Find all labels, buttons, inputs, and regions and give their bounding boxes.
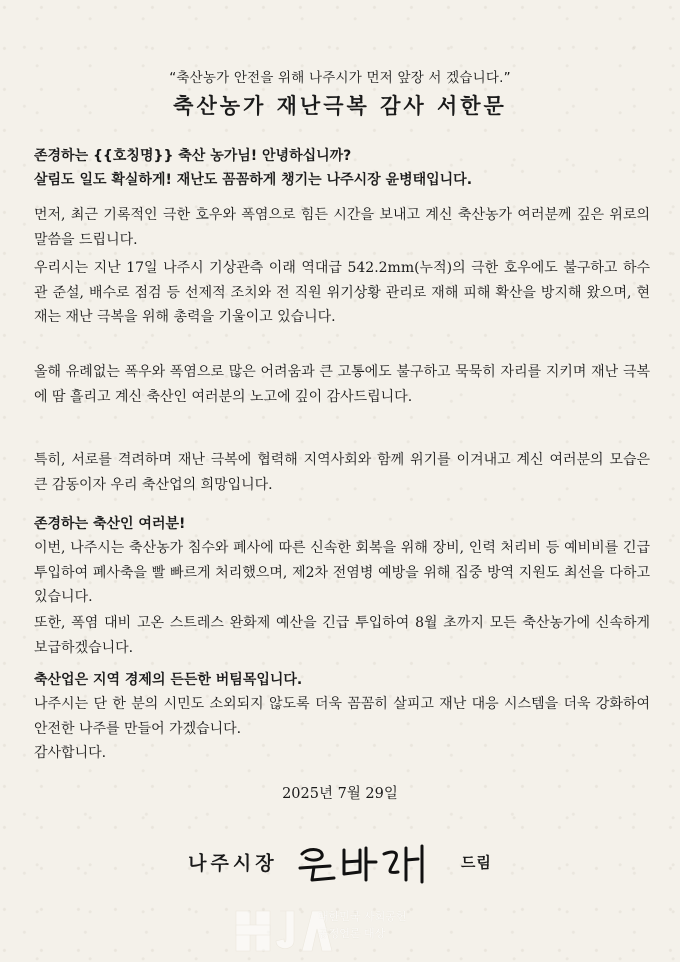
- paragraph-commitment: 나주시는 단 한 분의 시민도 소외되지 않도록 더욱 꼼꼼히 살피고 재난 대응 시스템을 더욱 강화하여 안전한 나주를 만들어 가겠습니다.: [34, 696, 650, 737]
- paragraph-condolence: 먼저, 최근 기록적인 극한 호우와 폭염으로 힘든 시간을 보내고 계신 축산농가 여러분께 깊은 위로의 말씀을 드립니다.: [34, 207, 650, 248]
- paragraph-encouragement: 특히, 서로를 격려하며 재난 극복에 협력해 지역사회와 함께 위기를 이겨내고 계신 여러분의 모습은 큰 감동이자 우리 축산업의 희망입니다.: [34, 452, 650, 493]
- paragraph-gratitude: 올해 유례없는 폭우와 폭염으로 많은 어려움과 큰 고통에도 불구하고 묵묵히 자리를 지키며 재난 극복에 땀 흘리고 계신 축산인 여러분의 노고에 깊이 감사드립니다.: [34, 364, 650, 405]
- paragraph-disaster-response: 우리시는 지난 17일 나주시 기상관측 이래 역대급 542.2mm(누적)의 극한 호우에도 불구하고 하수관 준설, 배수로 점검 등 선제적 조치와 전 직원 위기상황 관리로 재해 피해 확산을 방지해 왔으며, 현재는 재난 극복을 위해 총력을 기울이고 있습니다.: [34, 260, 650, 325]
- paragraph-recovery-measures: 이번, 나주시는 축산농가 침수와 폐사에 따른 신속한 회복을 위해 장비, 인력 처리비 등 예비비를 긴급 투입하여 폐사축을 빨 빠르게 처리했으며, 제2차 전염병 예방을 위해 집중 방역 지원도 최선을 다하고 있습니다.: [34, 540, 650, 605]
- sender-title: 나주시장: [188, 852, 278, 875]
- watermark-line-1: 대한민국 사회공헌: [318, 910, 407, 923]
- greeting-line-1: 존경하는 {{호칭명}} 축산 농가님! 안녕하십니까?: [34, 148, 352, 164]
- subtitle-quote: “축산농가 안전을 위해 나주시가 먼저 앞장 서 겠습니다.”: [169, 70, 511, 86]
- section-heading-economy: 축산업은 지역 경제의 든든한 버팀목입니다.: [34, 672, 303, 688]
- closing-word: 드림: [460, 853, 492, 872]
- section-heading-livestock-farmers: 존경하는 축산인 여러분!: [34, 516, 186, 532]
- letter-date: 2025년 7월 29일: [282, 786, 398, 802]
- greeting-line-2: 살림도 일도 확실하게! 재난도 꼼꼼하게 챙기는 나주시장 윤병태입니다.: [34, 172, 473, 188]
- watermark-line-2: 공정언론 대상: [318, 927, 386, 940]
- paragraph-thanks: 감사합니다.: [34, 745, 107, 761]
- signature-line: [0, 840, 680, 884]
- letter-title: 축산농가 재난극복 감사 서한문: [173, 94, 507, 118]
- paragraph-heat-measures: 또한, 폭염 대비 고온 스트레스 완화제 예산을 긴급 투입하여 8월 초까지 모든 축산농가에 신속하게 보급하겠습니다.: [34, 615, 650, 656]
- watermark-text: [318, 908, 407, 942]
- handwritten-signature: [294, 840, 444, 884]
